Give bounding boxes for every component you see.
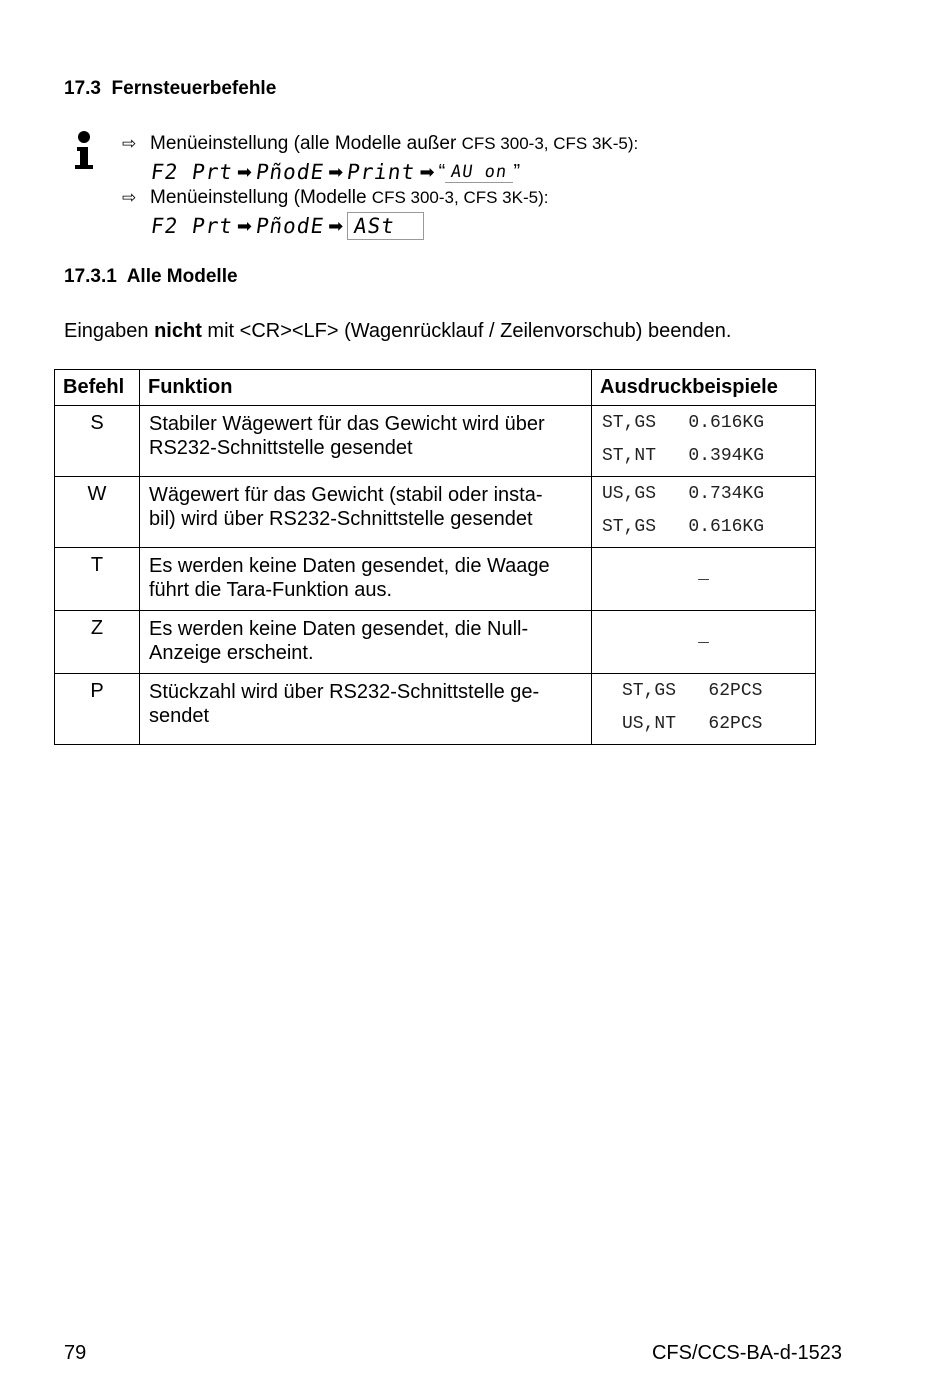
table-row bbox=[55, 611, 816, 674]
document-id: CFS/CCS-BA-d-1523 bbox=[651, 1342, 842, 1364]
bold-arrow-icon: ➡ bbox=[236, 215, 252, 236]
display-pmode: PñodE bbox=[254, 214, 326, 238]
function-line: führt die Tara-Funktion aus. bbox=[149, 579, 393, 601]
info-icon bbox=[72, 131, 98, 171]
command-cell: Z bbox=[55, 611, 140, 674]
arrow-right-icon: ⇨ bbox=[122, 134, 137, 153]
bold-arrow-icon: ➡ bbox=[328, 215, 344, 236]
display-f2prt: F2 Prt bbox=[149, 160, 235, 184]
command-table bbox=[54, 369, 816, 745]
table-header-row bbox=[55, 370, 816, 406]
output-cell bbox=[592, 611, 816, 674]
function-line: Anzeige erscheint. bbox=[149, 642, 314, 664]
table-row bbox=[55, 406, 816, 477]
command-cell: W bbox=[55, 477, 140, 548]
intro-text: mit <CR><LF> (Wagenrücklauf / Zeilenvorschub) beenden. bbox=[201, 320, 732, 342]
table-row bbox=[55, 548, 816, 611]
output-dash: _ bbox=[698, 564, 709, 584]
section-title: Fernsteuerbefehle bbox=[111, 78, 277, 99]
function-cell bbox=[140, 674, 592, 745]
page-number: 79 bbox=[64, 1342, 87, 1364]
open-quote: “ bbox=[438, 160, 446, 183]
output-line: US,GS 0.734KG bbox=[602, 484, 765, 504]
intro-paragraph bbox=[64, 320, 731, 343]
header-ausdruck: Ausdruckbeispiele bbox=[592, 370, 816, 406]
function-line: Wägewert für das Gewicht (stabil oder insta- bbox=[149, 484, 543, 506]
output-cell bbox=[592, 406, 816, 477]
table-row bbox=[55, 477, 816, 548]
output-cell bbox=[592, 674, 816, 745]
function-line: RS232-Schnittstelle gesendet bbox=[149, 437, 413, 459]
display-ast: ASt bbox=[352, 214, 397, 238]
output-cell bbox=[592, 477, 816, 548]
function-line: sendet bbox=[149, 705, 210, 727]
display-print: Print bbox=[345, 160, 418, 184]
arrow-right-icon: ⇨ bbox=[122, 188, 137, 207]
section-heading bbox=[64, 78, 276, 100]
subsection-number: 17.3.1 bbox=[64, 266, 117, 287]
display-f2prt: F2 Prt bbox=[149, 214, 235, 238]
output-line: ST,GS 0.616KG bbox=[602, 413, 765, 433]
command-cell: T bbox=[55, 548, 140, 611]
function-line: Es werden keine Daten gesendet, die Waage bbox=[149, 555, 550, 577]
output-line: ST,GS 62PCS bbox=[622, 681, 763, 701]
display-pmode: PñodE bbox=[254, 160, 326, 184]
table-row bbox=[55, 674, 816, 745]
header-funktion: Funktion bbox=[140, 370, 592, 406]
menu-setting-line-2 bbox=[122, 187, 548, 209]
bold-arrow-icon: ➡ bbox=[328, 161, 344, 182]
output-line: ST,GS 0.616KG bbox=[602, 517, 765, 537]
function-cell bbox=[140, 477, 592, 548]
menu-text: Menüeinstellung (Modelle bbox=[150, 187, 367, 208]
function-cell bbox=[140, 611, 592, 674]
header-befehl: Befehl bbox=[55, 370, 140, 406]
output-line: ST,NT 0.394KG bbox=[602, 446, 765, 466]
section-number: 17.3 bbox=[64, 78, 101, 99]
subsection-title: Alle Modelle bbox=[126, 266, 238, 287]
function-cell bbox=[140, 406, 592, 477]
display-sequence-2 bbox=[151, 212, 424, 240]
function-line: Stückzahl wird über RS232-Schnittstelle ge- bbox=[149, 681, 540, 703]
menu-text: Menüeinstellung (alle Modelle außer bbox=[150, 133, 457, 154]
bold-arrow-icon: ➡ bbox=[419, 161, 435, 182]
menu-models: CFS 300-3, CFS 3K-5): bbox=[371, 188, 549, 207]
display-sequence-1 bbox=[151, 158, 520, 186]
command-cell: P bbox=[55, 674, 140, 745]
bold-arrow-icon: ➡ bbox=[236, 161, 252, 182]
function-line: Es werden keine Daten gesendet, die Null- bbox=[149, 618, 529, 640]
output-dash: _ bbox=[698, 627, 709, 647]
function-line: bil) wird über RS232-Schnittstelle gesendet bbox=[149, 508, 533, 530]
menu-models: CFS 300-3, CFS 3K-5): bbox=[461, 134, 639, 153]
command-cell: S bbox=[55, 406, 140, 477]
display-au-on: AU on bbox=[449, 161, 509, 182]
output-cell bbox=[592, 548, 816, 611]
intro-bold: nicht bbox=[154, 320, 202, 342]
output-line: US,NT 62PCS bbox=[622, 714, 763, 734]
function-line: Stabiler Wägewert für das Gewicht wird über bbox=[149, 413, 545, 435]
subsection-heading bbox=[64, 266, 238, 288]
menu-setting-line-1 bbox=[122, 133, 638, 155]
function-cell bbox=[140, 548, 592, 611]
intro-text: Eingaben bbox=[64, 320, 155, 342]
close-quote: ” bbox=[513, 160, 521, 183]
